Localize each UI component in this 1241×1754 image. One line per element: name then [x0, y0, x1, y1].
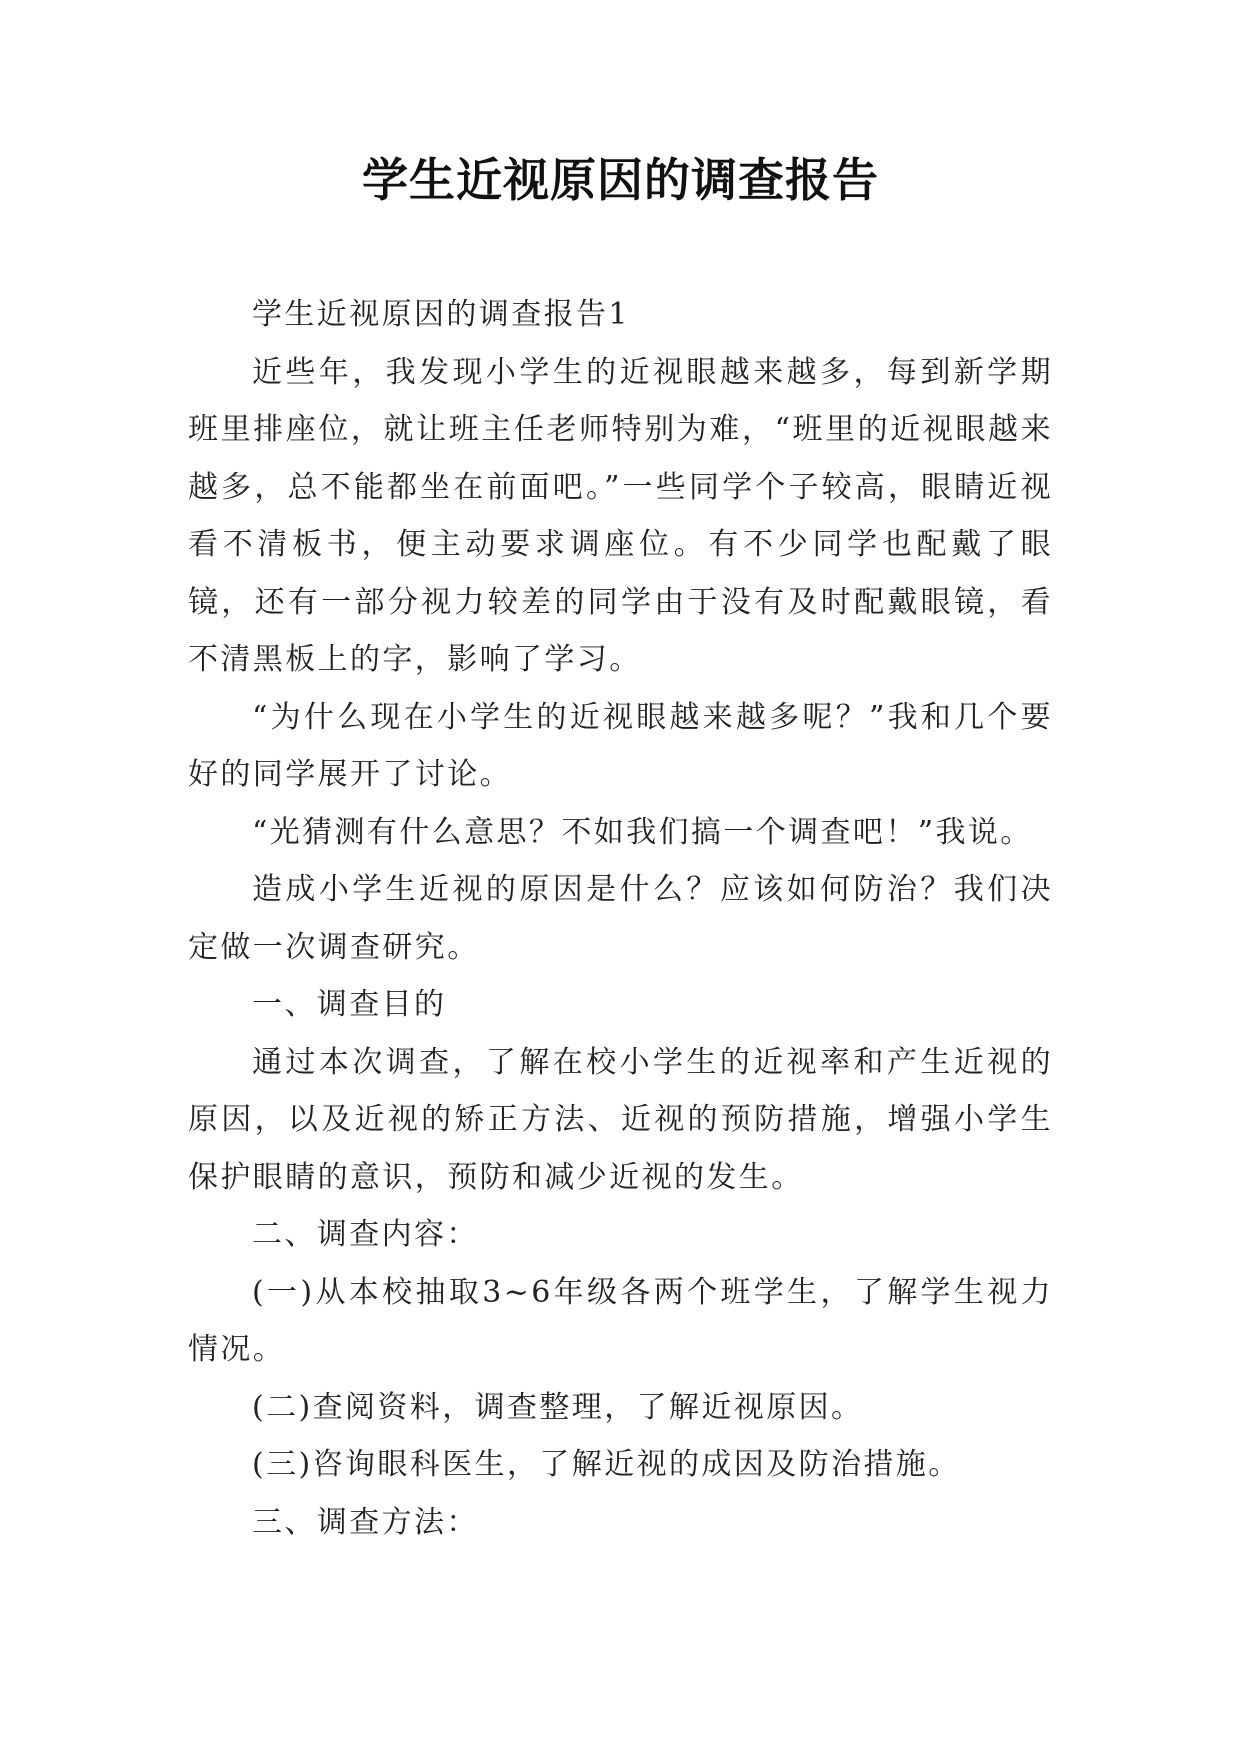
list-item-content-2: (二)查阅资料，调查整理，了解近视原因。	[252, 1389, 864, 1425]
report-subtitle: 学生近视原因的调查报告1	[252, 297, 630, 332]
list-item-content-3: (三)咨询眼科医生，了解近视的成因及防治措施。	[252, 1447, 961, 1482]
document-body	[188, 286, 1053, 1551]
section-heading-purpose: 一、调查目的	[252, 987, 447, 1022]
document-title: 学生近视原因的调查报告	[362, 153, 879, 207]
paragraph-background: 近些年，我发现小学生的近视眼越来越多，每到新学期班里排座位，就让班主任老师特别为难，“班里的近视眼越来越多，总不能都坐在前面吧。”一些同学个子较高，眼睛近视看不清板书，便主动要求调座位。有不少同学也配戴了眼镜，还有一部分视力较差的同学由于没有及时配戴眼镜，看不清黑板上的字，影响了学习。	[188, 354, 1053, 677]
section-heading-method: 三、调查方法：	[252, 1504, 479, 1540]
paragraph-proposal: “光猜测有什么意思？不如我们搞一个调查吧！”我说。	[252, 814, 1033, 850]
paragraph-question: “为什么现在小学生的近视眼越来越多呢？”我和几个要好的同学展开了讨论。	[188, 699, 1053, 792]
list-item-content-1: (一)从本校抽取3~6年级各两个班学生，了解学生视力情况。	[188, 1274, 1053, 1367]
paragraph-decision: 造成小学生近视的原因是什么？应该如何防治？我们决定做一次调查研究。	[188, 872, 1053, 965]
section-heading-content: 二、调查内容：	[252, 1217, 479, 1252]
paragraph-purpose: 通过本次调查，了解在校小学生的近视率和产生近视的原因，以及近视的矫正方法、近视的预防措施，增强小学生保护眼睛的意识，预防和减少近视的发生。	[188, 1044, 1053, 1195]
